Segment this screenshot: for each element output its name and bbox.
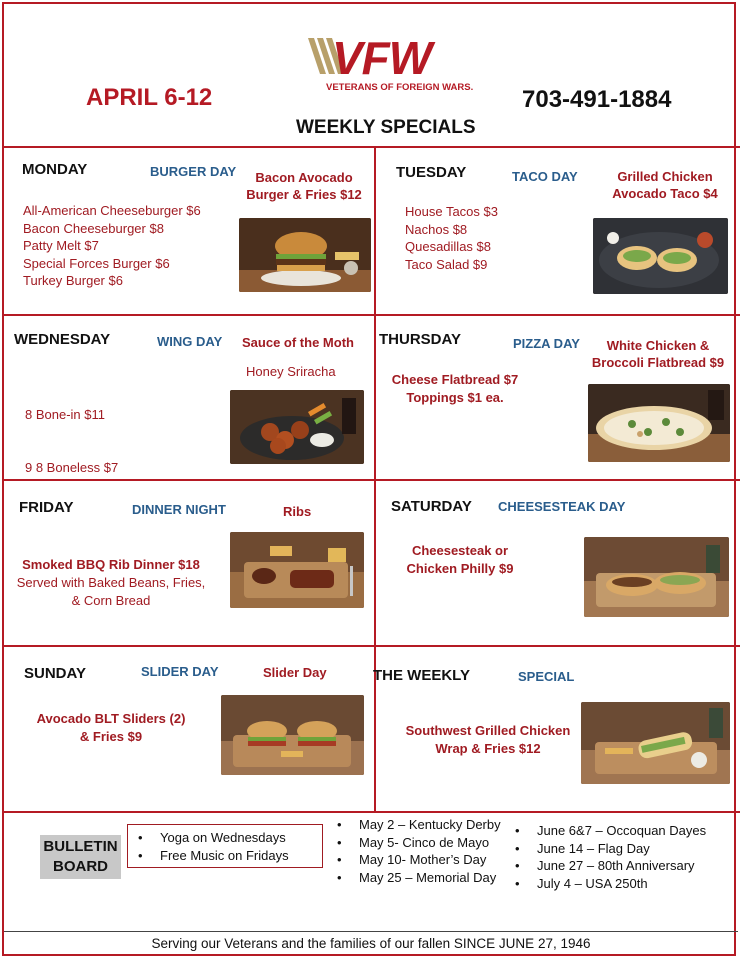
menu-item: Southwest Grilled Chicken xyxy=(405,723,571,738)
vfw-logo-text: VFW xyxy=(332,32,432,84)
event-item: • June 14 – Flag Day xyxy=(511,840,706,858)
events-column-2 xyxy=(511,822,706,892)
thursday-label: THURSDAY xyxy=(379,331,461,348)
weekly-label: THE WEEKLY xyxy=(373,667,470,684)
thursday-feature-line2: Broccoli Flatbread $9 xyxy=(591,355,725,370)
menu-item: Avocado BLT Sliders (2) xyxy=(36,711,186,726)
event-item: • May 5- Cinco de Mayo xyxy=(333,834,501,852)
menu-item: 9 8 Boneless $7 xyxy=(25,459,119,475)
grid-line xyxy=(2,811,740,813)
friday-label: FRIDAY xyxy=(19,499,74,516)
wednesday-label: WEDNESDAY xyxy=(14,331,111,348)
menu-item: Chicken Philly $9 xyxy=(406,561,514,576)
grid-line xyxy=(2,314,740,316)
taco-photo xyxy=(593,218,728,294)
sunday-theme: SLIDER DAY xyxy=(141,664,219,679)
wrap-photo xyxy=(581,702,730,784)
tuesday-menu xyxy=(405,203,498,273)
monday-feature-line1: Bacon Avocado xyxy=(255,170,353,185)
footer-rule xyxy=(4,931,738,932)
menu-item: Served with Baked Beans, Fries, xyxy=(16,575,206,590)
bulletin-label-line2: BOARD xyxy=(53,858,108,875)
menu-item: Patty Melt $7 xyxy=(23,238,99,253)
saturday-label: SATURDAY xyxy=(391,498,472,515)
thursday-menu xyxy=(380,371,530,407)
event-item: • June 27 – 80th Anniversary xyxy=(511,857,706,875)
bulletin-item: • Yoga on Wednesdays xyxy=(134,829,322,847)
menu-item: All-American Cheeseburger $6 xyxy=(23,203,201,218)
bulletin-board-label xyxy=(40,835,121,879)
monday-theme: BURGER DAY xyxy=(150,164,237,179)
monday-label: MONDAY xyxy=(22,161,88,178)
thursday-feature xyxy=(586,337,730,371)
event-item: • July 4 – USA 250th xyxy=(511,875,706,893)
tuesday-label: TUESDAY xyxy=(396,164,467,181)
bulletin-label-line1: BULLETIN xyxy=(43,838,118,855)
wednesday-menu xyxy=(25,371,118,494)
tuesday-feature xyxy=(600,168,730,202)
event-item: • May 2 – Kentucky Derby xyxy=(333,816,501,834)
thursday-theme: PIZZA DAY xyxy=(513,336,580,351)
sliders-photo xyxy=(221,695,364,775)
saturday-menu xyxy=(392,542,528,578)
menu-item: Taco Salad $9 xyxy=(405,256,488,272)
page-title: WEEKLY SPECIALS xyxy=(296,117,476,138)
footer-tagline: Serving our Veterans and the families of our fallen SINCE JUNE 27, 1946 xyxy=(151,936,591,951)
vfw-logo-subtitle: VETERANS OF FOREIGN WARS. xyxy=(326,82,474,93)
sunday-label: SUNDAY xyxy=(24,665,86,682)
menu-item: Cheese Flatbread $7 xyxy=(391,372,519,387)
tuesday-feature-line2: Avocado Taco $4 xyxy=(612,186,718,201)
menu-item: Special Forces Burger $6 xyxy=(23,255,170,271)
menu-item: House Tacos $3 xyxy=(405,204,498,219)
menu-item: Nachos $8 xyxy=(405,221,468,237)
menu-item: Cheesesteak or xyxy=(411,543,509,558)
menu-item: Bacon Cheeseburger $8 xyxy=(23,220,164,236)
phone-number: 703-491-1884 xyxy=(522,86,672,113)
wings-photo xyxy=(230,390,364,464)
weekly-theme: SPECIAL xyxy=(518,669,575,684)
event-item: • May 10- Mother’s Day xyxy=(333,851,501,869)
sunday-menu xyxy=(30,710,192,746)
tuesday-feature-line1: Grilled Chicken xyxy=(617,169,713,184)
wednesday-sauce: Honey Sriracha xyxy=(246,364,336,379)
grid-line xyxy=(374,146,376,811)
cheesesteak-photo xyxy=(584,537,729,617)
bulletin-item: • Free Music on Fridays xyxy=(134,847,322,865)
friday-feature: Ribs xyxy=(283,504,312,519)
sunday-feature: Slider Day xyxy=(263,665,327,680)
friday-menu xyxy=(8,556,214,610)
ribs-photo xyxy=(230,532,364,608)
wednesday-theme: WING DAY xyxy=(157,334,223,349)
menu-item: 8 Bone-in $11 xyxy=(25,407,105,422)
thursday-feature-line1: White Chicken & xyxy=(606,338,710,353)
menu-item: Turkey Burger $6 xyxy=(23,273,123,288)
saturday-theme: CHEESESTEAK DAY xyxy=(498,499,626,514)
grid-line xyxy=(2,645,740,647)
weekly-menu xyxy=(392,722,584,758)
grid-line xyxy=(2,146,740,148)
friday-theme: DINNER NIGHT xyxy=(132,502,226,517)
monday-feature-line2: Burger & Fries $12 xyxy=(246,187,362,202)
bulletin-box xyxy=(127,824,323,868)
event-item: • May 25 – Memorial Day xyxy=(333,869,501,887)
menu-item: Quesadillas $8 xyxy=(405,239,491,254)
wednesday-feature: Sauce of the Moth xyxy=(242,335,354,350)
burger-photo xyxy=(239,218,371,292)
events-column-1 xyxy=(333,816,501,886)
menu-item: Wrap & Fries $12 xyxy=(435,741,541,756)
menu-item: & Corn Bread xyxy=(71,593,151,608)
tuesday-theme: TACO DAY xyxy=(512,169,578,184)
menu-item: Toppings $1 ea. xyxy=(406,390,504,405)
monday-feature xyxy=(236,169,372,203)
vfw-logo xyxy=(306,32,474,96)
menu-item: Smoked BBQ Rib Dinner $18 xyxy=(22,557,200,572)
event-item: • June 6&7 – Occoquan Dayes xyxy=(511,822,706,840)
monday-menu xyxy=(23,202,201,290)
date-range: APRIL 6-12 xyxy=(86,84,213,111)
flatbread-photo xyxy=(588,384,730,462)
menu-item: & Fries $9 xyxy=(79,729,143,744)
